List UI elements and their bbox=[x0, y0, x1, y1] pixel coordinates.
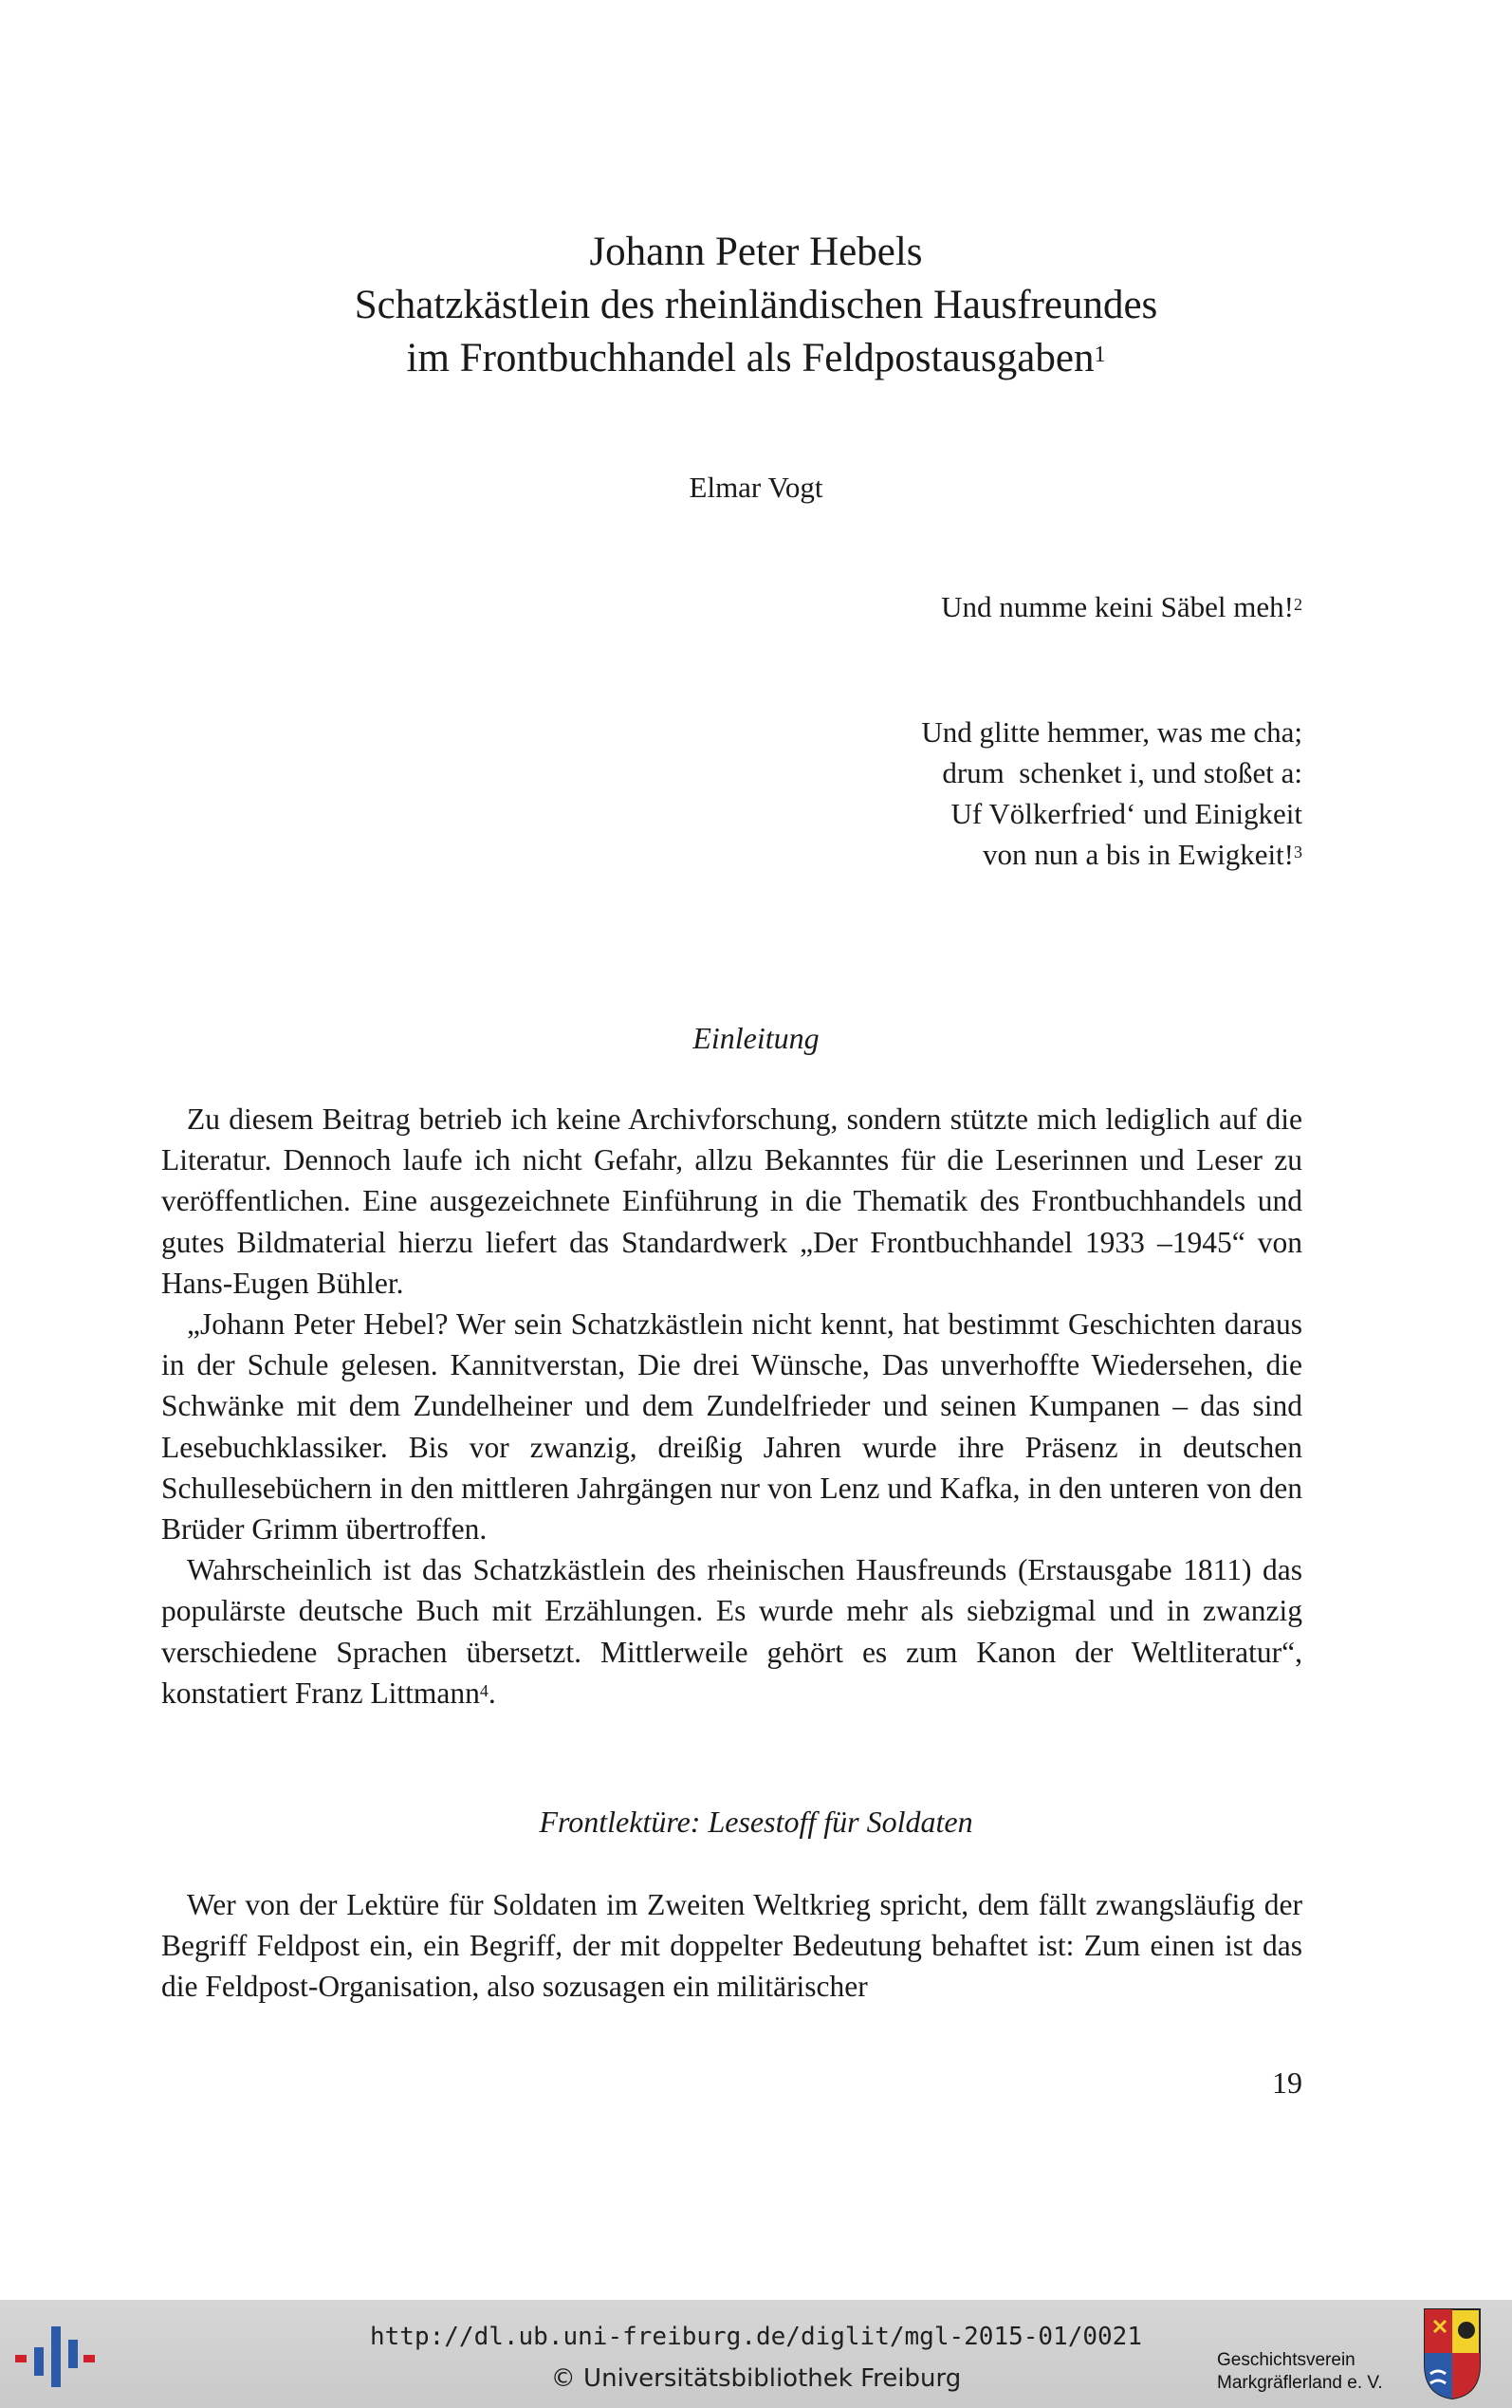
title-line-3-text: im Frontbuchhandel als Feldpostausgaben bbox=[406, 336, 1095, 380]
footer-copyright: © Universitätsbibliothek Freiburg bbox=[550, 2364, 962, 2393]
motto-2-line: Und glitte hemmer, was me cha; bbox=[921, 715, 1302, 749]
motto-2-last-line-text: von nun a bis in Ewigkeit! bbox=[982, 838, 1294, 871]
section-heading-einleitung: Einleitung bbox=[692, 1021, 820, 1055]
section-heading-frontlektuere: Frontlektüre: Lesestoff für Soldaten bbox=[539, 1805, 973, 1839]
society-name[interactable] bbox=[1217, 2349, 1383, 2395]
coat-of-arms-icon[interactable] bbox=[1423, 2307, 1482, 2400]
motto-1-text: Und numme keini Säbel meh! bbox=[941, 590, 1294, 623]
section-body-einleitung bbox=[161, 1099, 1302, 1713]
title-footnote-ref[interactable]: 1 bbox=[1094, 343, 1106, 367]
society-name-line-1: Geschichtsverein bbox=[1217, 2350, 1355, 2370]
page-number: 19 bbox=[1272, 2065, 1302, 2100]
section-body-frontlektuere bbox=[161, 1884, 1302, 2008]
footer-bar bbox=[0, 2300, 1512, 2408]
paragraph-text: Wahrscheinlich ist das Schatzkästlein des rheinischen Hausfreunds (Erstausgabe 1811) das populärste deutsche Buch mit Erzählungen. Es wurde mehr als siebzigmal und in zwanzig verschiedene Sprachen übersetzt. Mittlerweile gehört es zum Kanon der Weltliteratur“, konstatiert Franz Littmann bbox=[161, 1553, 1302, 1710]
motto-2-line: Uf Völkerfried‘ und Einigkeit bbox=[950, 797, 1302, 830]
paragraph: „Johann Peter Hebel? Wer sein Schatzkästlein nicht kennt, hat bestimmt Geschichten daraus in der Schule gelesen. Kannitverstan, Die drei Wünsche, Das unverhoffte Wiedersehen, die Schwänke mit dem Zundelheiner und dem Zundelfrieder und seinen Kumpanen – das sind Lesebuchklassiker. Bis vor zwanzig, dreißig Jahren wurde ihre Präsenz in deutschen Schullesebüchern in den mittleren Jahrgängen nur von Lenz und Kafka, in den unteren von den Brüder Grimm übertroffen. bbox=[161, 1307, 1302, 1547]
motto-1 bbox=[941, 586, 1302, 627]
title-line-1: Johann Peter Hebels bbox=[589, 230, 923, 274]
footer-permalink[interactable]: http://dl.ub.uni-freiburg.de/diglit/mgl-2015-01/0021 bbox=[370, 2323, 1142, 2351]
title-line-3 bbox=[0, 332, 1512, 385]
author-name: Elmar Vogt bbox=[689, 471, 823, 504]
motto-2-line: drum schenket i, und stoßet a: bbox=[942, 756, 1302, 789]
motto-2 bbox=[921, 712, 1302, 875]
title-line-2: Schatzkästlein des rheinländischen Hausfreundes bbox=[354, 283, 1158, 327]
paragraph bbox=[161, 1549, 1302, 1713]
motto-2-line bbox=[921, 834, 1302, 875]
motto-2-footnote-ref[interactable]: 3 bbox=[1294, 843, 1302, 861]
paragraph: Wer von der Lektüre für Soldaten im Zweiten Weltkrieg spricht, dem fällt zwangsläufig der Begriff Feldpost ein, ein Begriff, der mit doppelter Bedeutung behaftet ist: Zum einen ist das die Feldpost-Organisation, also sozusagen ein militärischer bbox=[161, 1888, 1302, 2004]
motto-1-footnote-ref[interactable]: 2 bbox=[1294, 595, 1302, 614]
paragraph: Zu diesem Beitrag betrieb ich keine Archivforschung, sondern stützte mich lediglich auf die Literatur. Dennoch laufe ich nicht Gefahr, allzu Bekanntes für die Leserinnen und Leser zu veröffentlichen. Eine ausgezeichnete Einführung in die Thematik des Frontbuchhandels und gutes Bildmaterial hierzu liefert das Standardwerk „Der Frontbuchhandel 1933 –1945“ von Hans-Eugen Bühler. bbox=[161, 1102, 1302, 1300]
article-title bbox=[0, 226, 1512, 385]
society-name-line-2: Markgräflerland e. V. bbox=[1217, 2373, 1383, 2393]
paragraph-end: . bbox=[488, 1676, 496, 1710]
footnote-ref-4[interactable]: 4 bbox=[479, 1680, 489, 1700]
